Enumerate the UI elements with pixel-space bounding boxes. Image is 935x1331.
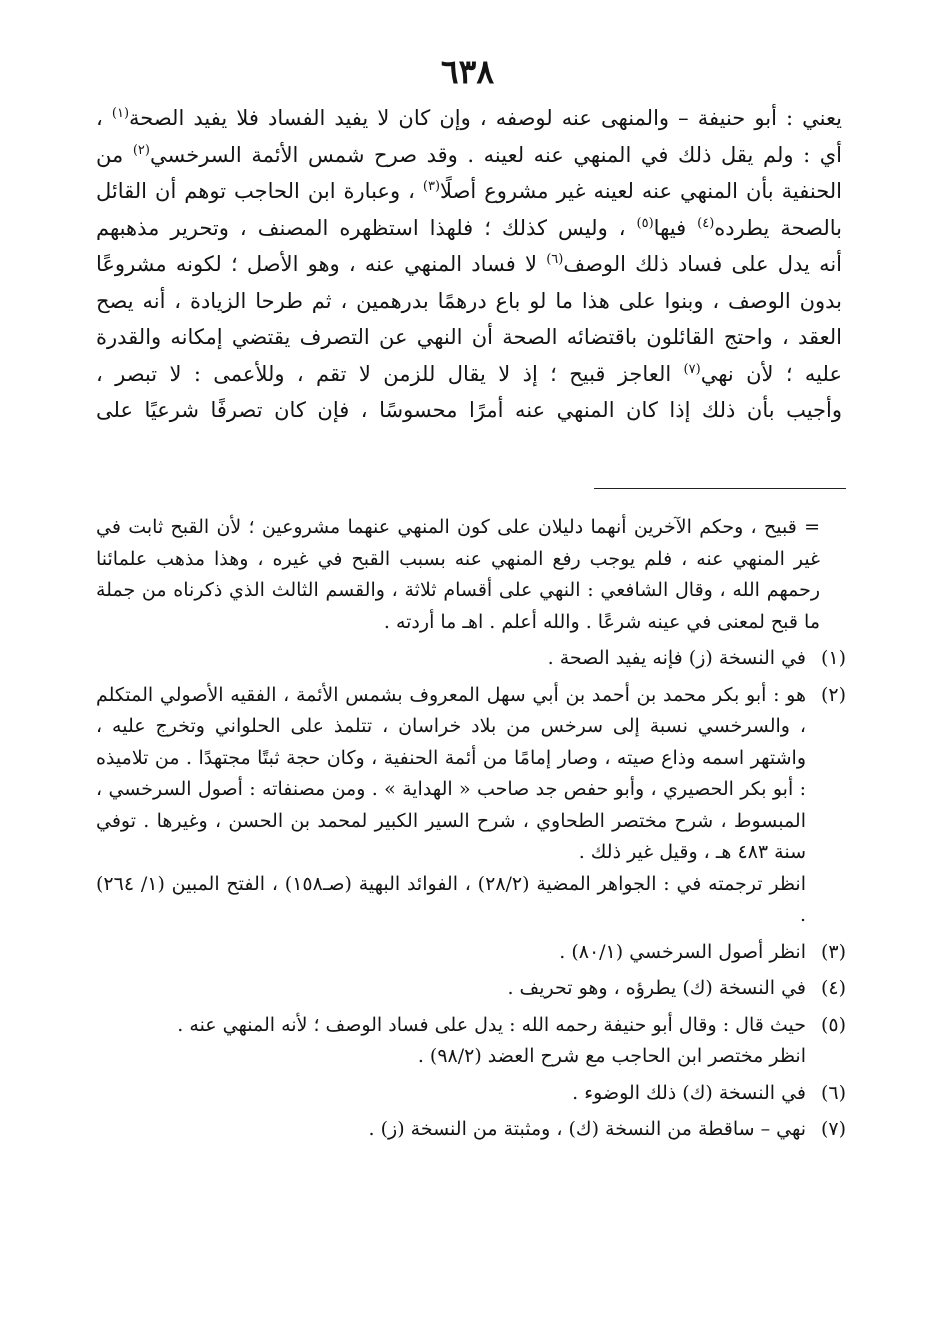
main-line-4: بالصحة يطرده$^{(٤)}$ فيها$^{(٥)}$ ، وليس كذلك ؛ فلهذا استظهره المصنف ، وتحرير مذهبهم xyxy=(96,215,842,240)
footnote-ref-2[interactable]: (٢) xyxy=(132,142,150,158)
footnote-ref-7[interactable]: (٧) xyxy=(683,361,701,377)
footnote-ref-6[interactable]: (٦) xyxy=(546,252,564,267)
footnote-ref-3[interactable]: (٣) xyxy=(422,179,441,194)
main-line-9: وأجيب بأن ذلك إذا كان المنهي عنه أمرًا محسوسًا ، فإن كان تصرفًا شرعيًا على xyxy=(96,398,842,422)
footnote-separator xyxy=(594,488,846,489)
footnote-1: (١) في النسخة (ز) فإنه يفيد الصحة . xyxy=(96,643,846,675)
main-line-2: أي : ولم يقل ذلك في المنهي عنه لعينه . وقد صرح شمس الأئمة السرخسي$^{(٢)}$ من xyxy=(96,142,842,167)
main-line-6: بدون الوصف ، وبنوا على هذا ما لو باع درهمًا بدرهمين ، ثم طرحا الزيادة ، أنه يصح xyxy=(96,288,842,313)
footnote-4: (٤) في النسخة (ك) يطرؤه ، وهو تحريف . xyxy=(96,973,846,1005)
footnote-number: (٢) xyxy=(820,683,846,706)
footnote-number: (١) xyxy=(820,647,846,669)
footnotes-area xyxy=(96,512,846,1151)
footnote-number: (٥) xyxy=(820,1013,846,1036)
footnote-2: (٢) هو : أبو بكر محمد بن أحمد بن أبي سهل المعروف بشمس الأئمة ، الفقيه الأصولي المتكلم ، والسرخسي نسبة إلى سرخس من بلاد خراسان ، تتلمذ على الحلواني وتخرج عليه ، واشتهر اسمه وذاع صيته ، وصار إمامًا من أئمة الحنفية ، وكان حجة ثبتًا مجتهدًا . من تلاميذه : أبو بكر الحصيري ، وأبو حفص جد صاحب « الهداية » . ومن مصنفاته : أصول السرخسي ، المبسوط ، شرح مختصر الطحاوي ، شرح السير الكبير لمحمد بن الحسن ، وغيرها . توفي سنة ٤٨٣ هـ ، وقيل غير ذلك . انظر ترجمته في : الجواهر المضية (٢٨/٢) ، الفوائد البهية (صـ١٥٨) ، الفتح المبين (١/ ٢٦٤) . xyxy=(96,680,846,932)
footnote-continuation: = قبيح ، وحكم الآخرين أنهما دليلان على كون المنهي عنهما مشروعين ؛ لأن القبح ثابت في غير المنهي عنه ، فلم يوجب رفع المنهي عنه بسبب القبح في غيره ، وهذا مذهب علمائنا رحمهم الله ، وقال الشافعي : النهي على أقسام ثلاثة ، والقسم الثالث الذي ذكرناه من جملة ما قبح لمعنى في عينه شرعًا . والله أعلم . اهـ ما أردته . xyxy=(96,516,820,633)
footnote-number: (٧) xyxy=(820,1118,846,1140)
main-line-7: العقد ، واحتج القائلون باقتضائه الصحة أن النهي عن التصرف يقتضي إمكانه والقدرة xyxy=(96,325,842,349)
main-line-3: الحنفية بأن المنهي عنه لعينه غير مشروع أصلًا$^{(٣)}$ ، وعبارة ابن الحاجب توهم أن القائل xyxy=(96,179,842,203)
footnote-ref-1[interactable]: (١) xyxy=(111,106,130,121)
footnote-number: (٦) xyxy=(820,1081,846,1104)
footnote-5: (٥) حيث قال : وقال أبو حنيفة رحمه الله : يدل على فساد الوصف ؛ لأنه المنهي عنه . انظر مختصر ابن الحاجب مع شرح العضد (٩٨/٢) . xyxy=(96,1010,846,1073)
main-line-1: يعني : أبو حنيفة – والمنهى عنه لوصفه ، وإن كان لا يفيد الفساد فلا يفيد الصحة$^{(١)}$ ، xyxy=(96,106,842,130)
main-text xyxy=(96,100,842,429)
page-number: ٦٣٨ xyxy=(440,52,495,91)
footnote-6: (٦) في النسخة (ك) ذلك الوضوء . xyxy=(96,1078,846,1110)
footnote-ref-5[interactable]: (٥) xyxy=(636,215,654,231)
footnote-3: (٣) انظر أصول السرخسي (٨٠/١) . xyxy=(96,937,846,969)
footnote-7: (٧) نهي – ساقطة من النسخة (ك) ، ومثبتة من النسخة (ز) . xyxy=(96,1114,846,1146)
footnote-number: (٣) xyxy=(820,940,846,963)
footnote-number: (٤) xyxy=(820,977,846,999)
footnote-ref-4[interactable]: (٤) xyxy=(697,215,715,231)
main-line-5: أنه يدل على فساد ذلك الوصف$^{(٦)}$ لا فساد المنهي عنه ، وهو الأصل ؛ لكونه مشروعًا xyxy=(96,252,843,276)
main-line-8: عليه ؛ لأن نهي$^{(٧)}$ العاجز قبيح ؛ إذ لا يقال للزمن لا تقم ، وللأعمى : لا تبصر ، xyxy=(96,361,842,386)
